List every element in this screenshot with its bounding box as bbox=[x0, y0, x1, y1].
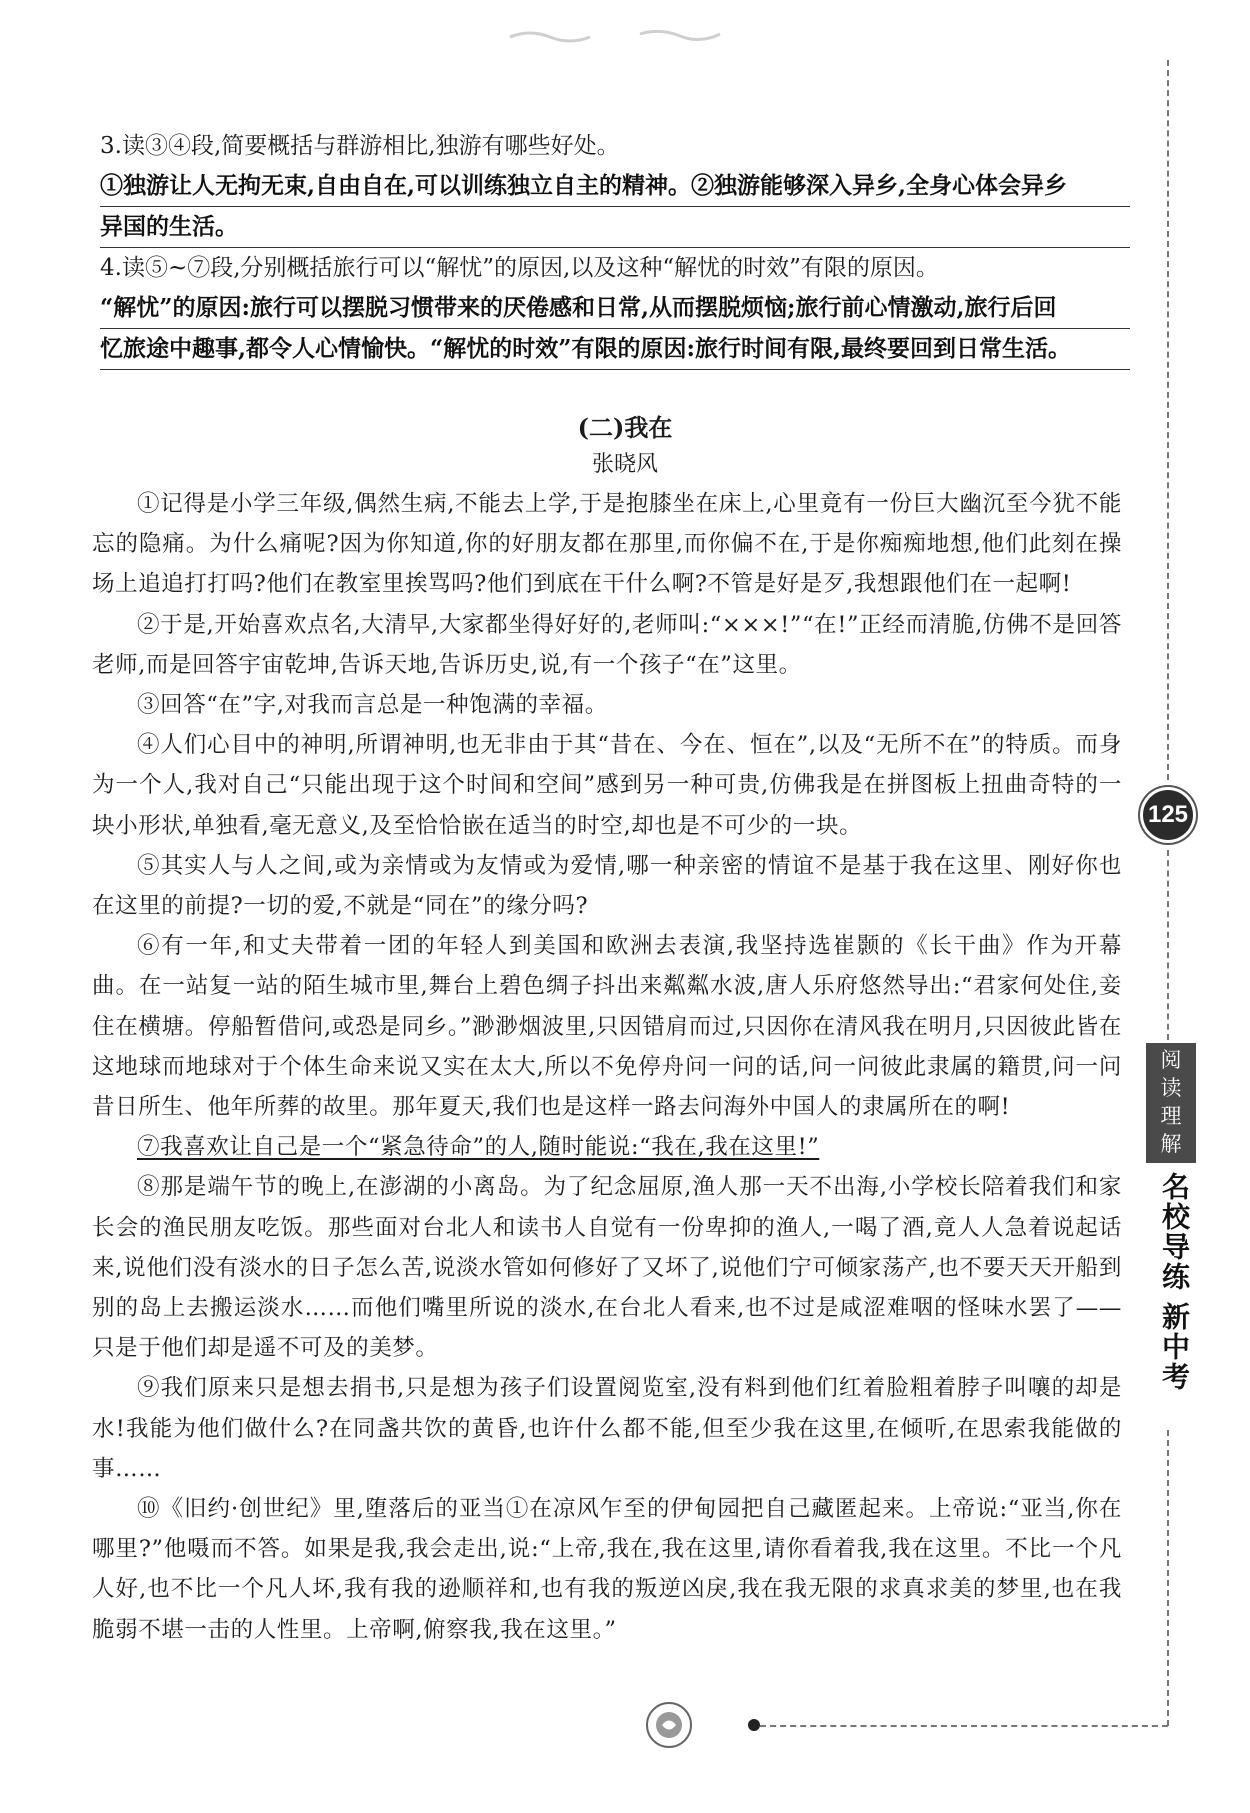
section-tab bbox=[1146, 1043, 1196, 1163]
margin-dashed-rail bbox=[1167, 1430, 1169, 1726]
question-3-answer bbox=[100, 166, 1130, 248]
section-tab-char: 阅 bbox=[1160, 1049, 1182, 1072]
scan-smudge bbox=[490, 22, 750, 52]
answer-line: “解忧”的原因:旅行可以摆脱习惯带来的厌倦感和日常,从而摆脱烦恼;旅行前心情激动,旅行后回 bbox=[100, 288, 1130, 329]
paragraph-6: ⑥有一年,和丈夫带着一团的年轻人到美国和欧洲去表演,我坚持选崔颢的《长干曲》作为开幕曲。在一站复一站的陌生城市里,舞台上碧色绸子抖出来粼粼水波,唐人乐府悠然导出:“君家何处住,妾住在横塘。停船暂借问,或恐是同乡。”渺渺烟波里,只因错肩而过,只因你在清风我在明月,只因彼此皆在这地球而地球对于个体生命来说又实在太大,所以不免停舟问一问的话,问一问彼此隶属的籍贯,问一问昔日所生、他年所葬的故里。那年夏天,我们也是这样一路去问海外中国人的隶属所在的啊! bbox=[92, 933, 1122, 1121]
answer-line: ①独游让人无拘无束,自由自在,可以训练独立自主的精神。②独游能够深入异乡,全身心体会异乡 bbox=[100, 166, 1130, 207]
paragraph-8: ⑧那是端午节的晚上,在澎湖的小离岛。为了纪念屈原,渔人那一天不出海,小学校长陪着我们和家长会的渔民朋友吃饭。那些面对台北人和读书人自觉有一份卑抑的渔人,一喝了酒,竟人人急着说起话来,说他们没有淡水的日子怎么苦,说淡水管如何修好了又坏了,说他们宁可倾家荡产,也不要天天开船到别的岛上去搬运淡水……而他们嘴里所说的淡水,在台北人看来,也不过是咸涩难咽的怪味水罢了——只是于他们却是遥不可及的美梦。 bbox=[92, 1174, 1122, 1362]
answer-line: 忆旅途中趣事,都令人心情愉快。“解忧的时效”有限的原因:旅行时间有限,最终要回到日常生活。 bbox=[100, 329, 1130, 370]
series-brand: 名校导练 新中考 bbox=[1159, 1172, 1190, 1392]
question-3-block bbox=[100, 126, 1130, 248]
paragraph-7: ⑦我喜欢让自己是一个“紧急待命”的人,随时能说:“我在,我在这里!” bbox=[137, 1134, 820, 1161]
question-4-answer bbox=[100, 288, 1130, 370]
article-body bbox=[92, 484, 1122, 1650]
answer-line: 异国的生活。 bbox=[100, 207, 1130, 248]
publisher-seal-icon bbox=[644, 1700, 694, 1750]
section-tab-char: 理 bbox=[1160, 1105, 1182, 1128]
margin-dashed-rail bbox=[1167, 60, 1169, 780]
paragraph-3: ③回答“在”字,对我而言总是一种饱满的幸福。 bbox=[137, 692, 608, 719]
paragraph-2: ②于是,开始喜欢点名,大清早,大家都坐得好好的,老师叫:“×××!”“在!”正经而清脆,仿佛不是回答老师,而是回答宇宙乾坤,告诉天地,告诉历史,说,有一个孩子“在”这里。 bbox=[92, 611, 1122, 678]
article-author: 张晓风 bbox=[591, 452, 658, 477]
article-title: (二)我在 bbox=[577, 413, 673, 442]
paragraph-10: ⑩《旧约·创世纪》里,堕落后的亚当①在凉风乍至的伊甸园把自己藏匿起来。上帝说:“亚当,你在哪里?”他嗫而不答。如果是我,我会走出,说:“上帝,我在,我在这里,请你看着我,我在这里。不比一个凡人好,也不比一个凡人坏,我有我的逊顺祥和,也有我的叛逆凶戾,我在我无限的求真求美的梦里,也在我脆弱不堪一击的人性里。上帝啊,俯察我,我在这里。” bbox=[92, 1496, 1122, 1643]
question-3-text: 3.读③④段,简要概括与群游相比,独游有哪些好处。 bbox=[100, 133, 620, 159]
question-4-block bbox=[100, 248, 1130, 370]
rail-dot-icon bbox=[748, 1719, 760, 1731]
paragraph-4: ④人们心目中的神明,所谓神明,也无非由于其“昔在、今在、恒在”,以及“无所不在”的特质。而身为一个人,我对自己“只能出现于这个时间和空间”感到另一种可贵,仿佛我是在拼图板上扭曲奇特的一块小形状,单独看,毫无意义,及至恰恰嵌在适当的时空,却也是不可少的一块。 bbox=[92, 732, 1122, 839]
paragraph-5: ⑤其实人与人之间,或为亲情或为友情或为爱情,哪一种亲密的情谊不是基于我在这里、刚好你也在这里的前提?一切的爱,不就是“同在”的缘分吗? bbox=[92, 852, 1122, 920]
section-tab-char: 解 bbox=[1160, 1133, 1182, 1156]
section-tab-char: 读 bbox=[1160, 1077, 1182, 1100]
page-number-badge: 125 bbox=[1143, 790, 1193, 840]
question-4-text: 4.读⑤~⑦段,分别概括旅行可以“解忧”的原因,以及这种“解忧的时效”有限的原因。 bbox=[100, 255, 939, 281]
bottom-dashed-rail bbox=[760, 1725, 1168, 1727]
paragraph-9: ⑨我们原来只是想去捐书,只是想为孩子们设置阅览室,没有料到他们红着脸粗着脖子叫嚷的却是水!我能为他们做什么?在同盏共饮的黄昏,也许什么都不能,但至少我在这里,在倾听,在思索我能做的事…… bbox=[92, 1375, 1122, 1482]
paragraph-1: ①记得是小学三年级,偶然生病,不能去上学,于是抱膝坐在床上,心里竟有一份巨大幽沉至今犹不能忘的隐痛。为什么痛呢?因为你知道,你的好朋友都在那里,而你偏不在,于是你痴痴地想,他们此刻在操场上追追打打吗?他们在教室里挨骂吗?他们到底在干什么啊?不管是好是歹,我想跟他们在一起啊! bbox=[92, 491, 1122, 598]
margin-dashed-rail bbox=[1167, 850, 1169, 1040]
